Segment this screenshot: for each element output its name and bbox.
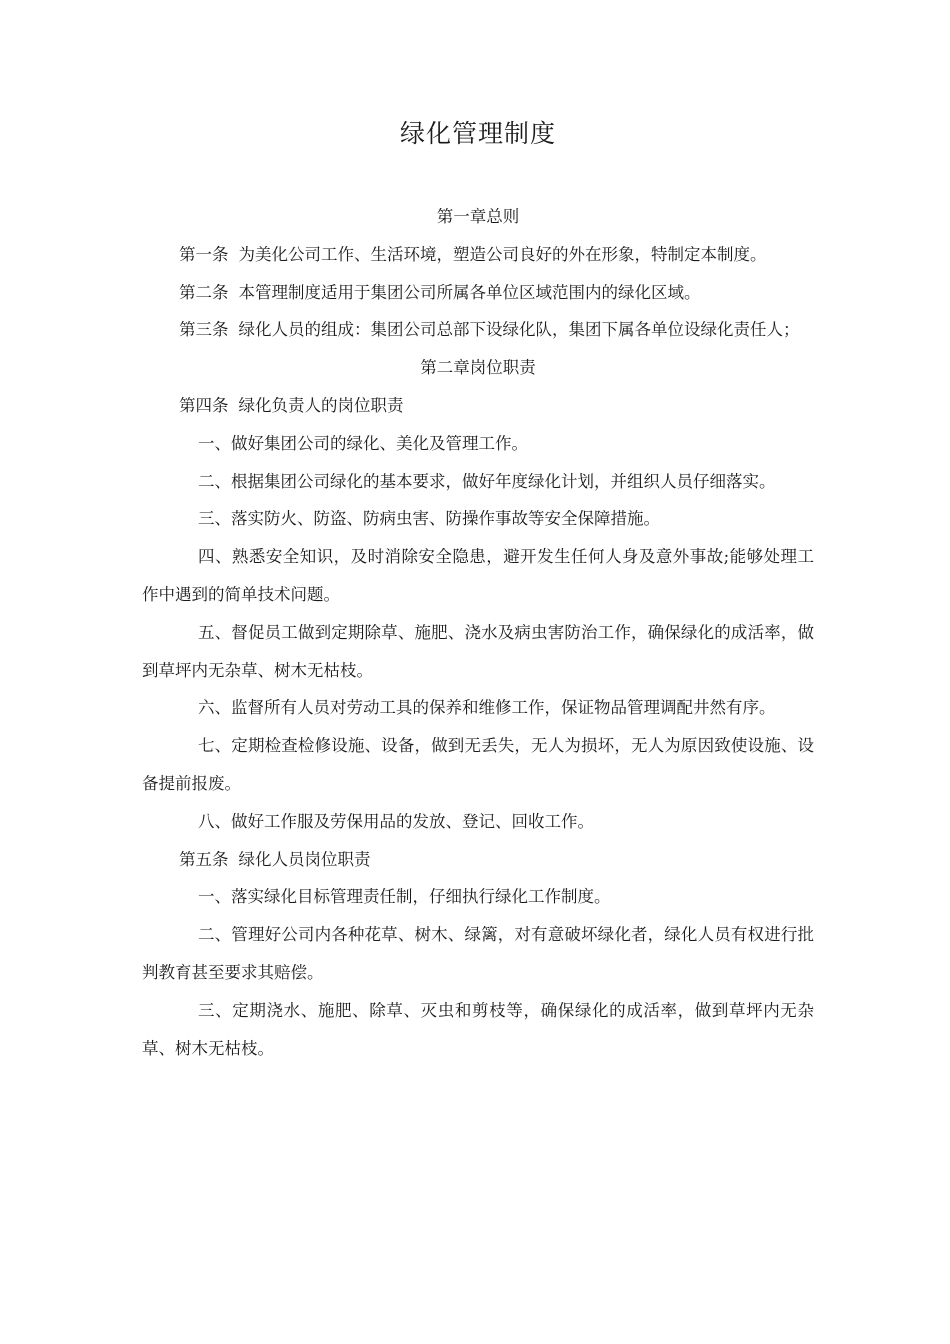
list-item: 六、监督所有人员对劳动工具的保养和维修工作，保证物品管理调配井然有序。: [198, 698, 776, 718]
document-body: [142, 198, 814, 1067]
chapter-heading: 第二章岗位职责: [420, 358, 536, 378]
list-item: 四、熟悉安全知识，及时消除安全隐患，避开发生任何人身及意外事故;能够处理工作中遇到的简单技术问题。: [142, 547, 814, 604]
article-text: 绿化人员的组成：集团公司总部下设绿化队，集团下属各单位设绿化责任人；: [238, 320, 800, 340]
list-item: 三、落实防火、防盗、防病虫害、防操作事故等安全保障措施。: [198, 509, 660, 529]
article-paragraph: [142, 274, 814, 312]
document-title: 绿化管理制度: [399, 119, 556, 148]
article-number: 第三条: [179, 320, 229, 340]
article-paragraph: [142, 841, 814, 879]
article-paragraph: [142, 311, 814, 349]
list-item: 二、根据集团公司绿化的基本要求，做好年度绿化计划，并组织人员仔细落实。: [198, 471, 776, 491]
list-item: 七、定期检查检修设施、设备，做到无丢失，无人为损坏，无人为原因致使设施、设备提前报废。: [142, 736, 814, 793]
list-item: 五、督促员工做到定期除草、施肥、浇水及病虫害防治工作，确保绿化的成活率，做到草坪内无杂草、树木无枯枝。: [142, 622, 814, 680]
article-text: 绿化负责人的岗位职责: [238, 395, 404, 415]
article-text: 为美化公司工作、生活环境，塑造公司良好的外在形象，特制定本制度。: [238, 244, 767, 264]
article-number: 第四条: [179, 395, 229, 415]
article-paragraph: [142, 236, 814, 274]
list-item: 一、落实绿化目标管理责任制，仔细执行绿化工作制度。: [198, 887, 611, 907]
list-item: 三、定期浇水、施肥、除草、灭虫和剪枝等，确保绿化的成活率，做到草坪内无杂草、树木无枯枝。: [142, 1000, 814, 1058]
article-text: 本管理制度适用于集团公司所属各单位区域范围内的绿化区域。: [238, 282, 701, 302]
list-item: 二、管理好公司内各种花草、树木、绿篱，对有意破坏绿化者，绿化人员有权进行批判教育甚至要求其赔偿。: [142, 925, 814, 982]
list-item: 八、做好工作服及劳保用品的发放、登记、回收工作。: [198, 811, 594, 831]
chapter-heading: 第一章总则: [436, 207, 520, 226]
article-number: 第五条: [179, 849, 229, 869]
article-paragraph: [142, 387, 814, 425]
article-number: 第一条: [179, 244, 229, 264]
list-item: 一、做好集团公司的绿化、美化及管理工作。: [198, 433, 528, 453]
article-number: 第二条: [179, 282, 229, 302]
article-text: 绿化人员岗位职责: [238, 849, 371, 869]
